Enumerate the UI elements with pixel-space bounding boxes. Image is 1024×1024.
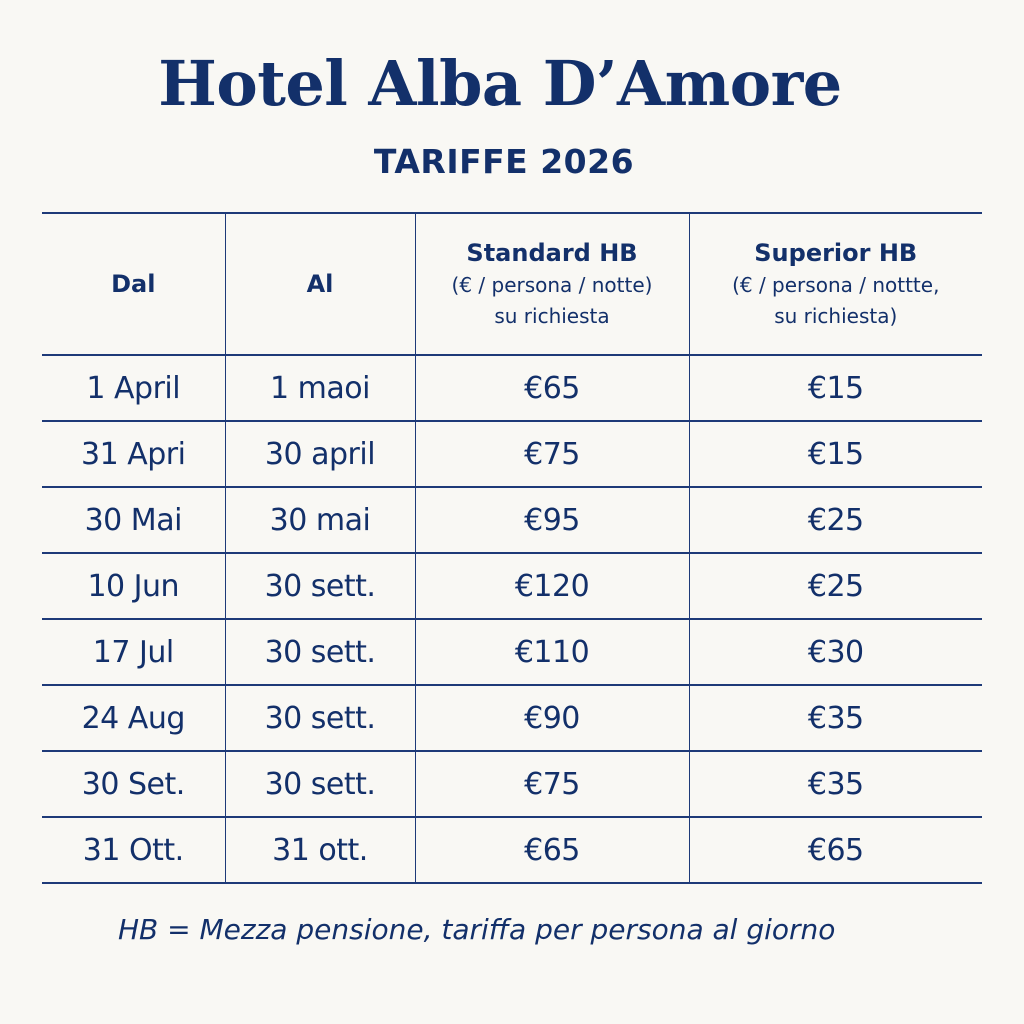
cell-superior-rate: €15 [689,355,982,421]
cell-standard-rate: €120 [415,553,689,619]
page-title: Hotel Alba D’Amore [158,47,842,120]
column-header-label: Dal [111,270,156,298]
column-header-note: su richiesta [494,304,610,328]
cell-superior-rate: €35 [689,751,982,817]
column-header-standard-hb [415,213,689,355]
table-row [42,487,982,553]
column-header-note: su richiesta) [774,304,898,328]
cell-to: 31 ott. [225,817,415,883]
column-header-note: (€ / persona / nottte, [732,273,940,297]
cell-standard-rate: €90 [415,685,689,751]
cell-standard-rate: €65 [415,817,689,883]
cell-superior-rate: €15 [689,421,982,487]
cell-from: 10 Jun [42,553,225,619]
cell-standard-rate: €75 [415,421,689,487]
cell-superior-rate: €25 [689,553,982,619]
column-header-label: Al [306,270,334,298]
table-row [42,619,982,685]
cell-to: 1 maoi [225,355,415,421]
column-header-label: Superior HB [754,239,918,267]
page-subtitle: TARIFFE 2026 [373,142,635,181]
cell-from: 24 Aug [42,685,225,751]
table-header-row [42,213,982,355]
cell-superior-rate: €35 [689,685,982,751]
cell-to: 30 april [225,421,415,487]
cell-from: 31 Ott. [42,817,225,883]
table-row [42,685,982,751]
table-row [42,421,982,487]
cell-to: 30 sett. [225,619,415,685]
cell-from: 17 Jul [42,619,225,685]
cell-from: 30 Set. [42,751,225,817]
column-header-note: (€ / persona / notte) [451,273,653,297]
table-row [42,817,982,883]
cell-to: 30 sett. [225,553,415,619]
cell-superior-rate: €65 [689,817,982,883]
cell-superior-rate: €25 [689,487,982,553]
cell-standard-rate: €95 [415,487,689,553]
cell-to: 30 mai [225,487,415,553]
rates-table [42,212,982,884]
column-header-superior-hb [689,213,982,355]
cell-from: 1 April [42,355,225,421]
table-row [42,553,982,619]
column-header-to [225,213,415,355]
cell-to: 30 sett. [225,685,415,751]
cell-superior-rate: €30 [689,619,982,685]
column-header-label: Standard HB [466,239,638,267]
cell-standard-rate: €75 [415,751,689,817]
table-row [42,751,982,817]
cell-from: 31 Apri [42,421,225,487]
footnote: HB = Mezza pensione, tariffa per persona al giorno [118,913,836,946]
column-header-from [42,213,225,355]
table-row [42,355,982,421]
cell-to: 30 sett. [225,751,415,817]
cell-standard-rate: €65 [415,355,689,421]
cell-standard-rate: €110 [415,619,689,685]
cell-from: 30 Mai [42,487,225,553]
